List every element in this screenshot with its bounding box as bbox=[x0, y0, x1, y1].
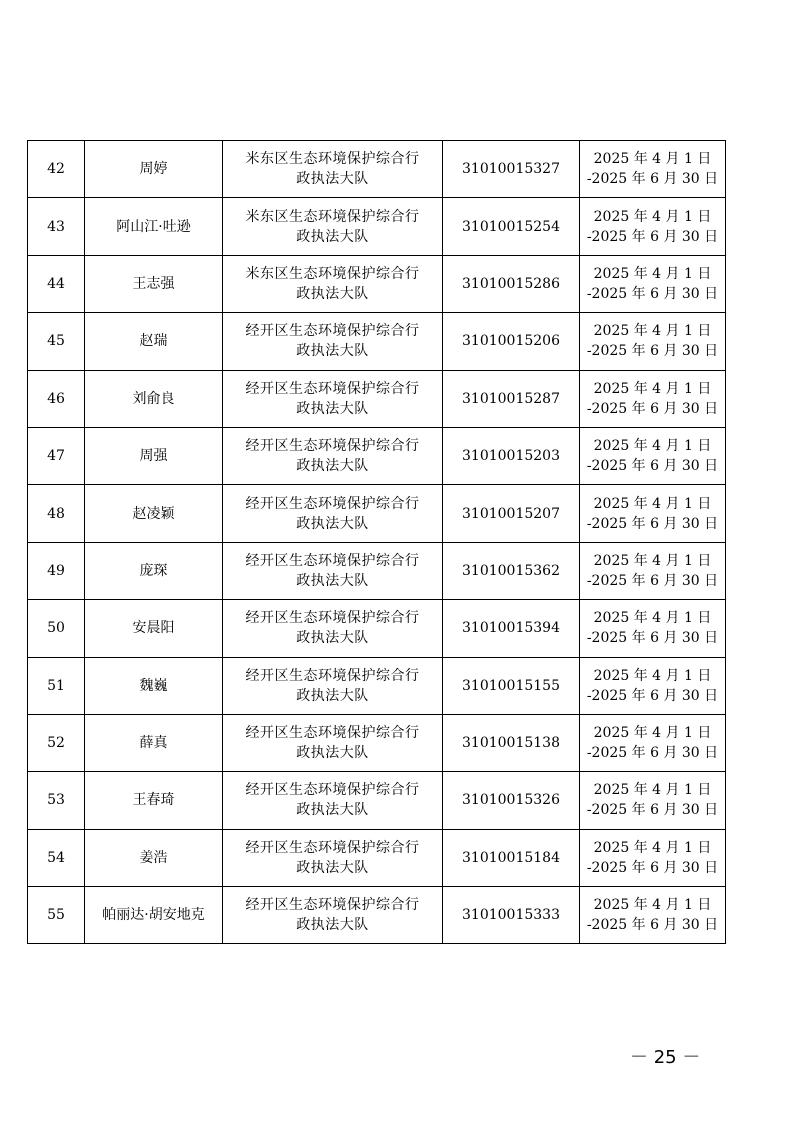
unit-name-line-2: 政执法大队 bbox=[296, 228, 369, 245]
unit-name-line-1: 经开区生态环境保护综合行 bbox=[245, 610, 420, 627]
validity-period bbox=[580, 141, 726, 198]
validity-period bbox=[580, 427, 726, 484]
certificate-number: 31010015327 bbox=[443, 141, 580, 198]
validity-start: 2025 年 4 月 1 日 bbox=[593, 208, 712, 225]
validity-start: 2025 年 4 月 1 日 bbox=[593, 265, 712, 282]
table-row bbox=[28, 427, 726, 484]
person-name: 帕丽达·胡安地克 bbox=[85, 887, 223, 944]
validity-period bbox=[580, 370, 726, 427]
validity-period bbox=[580, 485, 726, 542]
unit-name-line-1: 经开区生态环境保护综合行 bbox=[245, 782, 420, 799]
person-name: 赵瑞 bbox=[85, 313, 223, 370]
table-row bbox=[28, 313, 726, 370]
certificate-number: 31010015286 bbox=[443, 255, 580, 312]
unit-name-line-2: 政执法大队 bbox=[296, 687, 369, 704]
person-name: 周婷 bbox=[85, 141, 223, 198]
certificate-number: 31010015184 bbox=[443, 829, 580, 886]
table-row bbox=[28, 255, 726, 312]
validity-start: 2025 年 4 月 1 日 bbox=[593, 438, 712, 455]
row-number: 44 bbox=[28, 255, 85, 312]
validity-start: 2025 年 4 月 1 日 bbox=[593, 323, 712, 340]
certificate-number: 31010015155 bbox=[443, 657, 580, 714]
unit-name-line-2: 政执法大队 bbox=[296, 917, 369, 934]
person-name: 周强 bbox=[85, 427, 223, 484]
personnel-table-body bbox=[28, 141, 726, 944]
table-row bbox=[28, 370, 726, 427]
unit-cell bbox=[223, 427, 443, 484]
unit-name-line-2: 政执法大队 bbox=[296, 285, 369, 302]
validity-end: -2025 年 6 月 30 日 bbox=[586, 171, 719, 188]
table-row bbox=[28, 198, 726, 255]
unit-name-line-2: 政执法大队 bbox=[296, 802, 369, 819]
validity-start: 2025 年 4 月 1 日 bbox=[593, 151, 712, 168]
unit-name-line-1: 经开区生态环境保护综合行 bbox=[245, 725, 420, 742]
table-row bbox=[28, 772, 726, 829]
validity-period bbox=[580, 887, 726, 944]
unit-name-line-1: 经开区生态环境保护综合行 bbox=[245, 380, 420, 397]
validity-period bbox=[580, 198, 726, 255]
unit-name-line-2: 政执法大队 bbox=[296, 859, 369, 876]
certificate-number: 31010015326 bbox=[443, 772, 580, 829]
validity-end: -2025 年 6 月 30 日 bbox=[586, 572, 719, 589]
table-row bbox=[28, 485, 726, 542]
validity-end: -2025 年 6 月 30 日 bbox=[586, 745, 719, 762]
person-name: 刘俞良 bbox=[85, 370, 223, 427]
row-number: 49 bbox=[28, 542, 85, 599]
validity-end: -2025 年 6 月 30 日 bbox=[586, 400, 719, 417]
unit-cell bbox=[223, 714, 443, 771]
certificate-number: 31010015207 bbox=[443, 485, 580, 542]
certificate-number: 31010015254 bbox=[443, 198, 580, 255]
row-number: 43 bbox=[28, 198, 85, 255]
row-number: 46 bbox=[28, 370, 85, 427]
table-row bbox=[28, 829, 726, 886]
validity-period bbox=[580, 255, 726, 312]
validity-start: 2025 年 4 月 1 日 bbox=[593, 839, 712, 856]
table-row bbox=[28, 657, 726, 714]
validity-start: 2025 年 4 月 1 日 bbox=[593, 495, 712, 512]
unit-name-line-1: 经开区生态环境保护综合行 bbox=[245, 438, 420, 455]
validity-period bbox=[580, 542, 726, 599]
page-number: － 25 － bbox=[630, 1047, 701, 1068]
person-name: 阿山江·吐逊 bbox=[85, 198, 223, 255]
person-name: 姜浩 bbox=[85, 829, 223, 886]
unit-name-line-2: 政执法大队 bbox=[296, 400, 369, 417]
unit-cell bbox=[223, 141, 443, 198]
unit-name-line-2: 政执法大队 bbox=[296, 630, 369, 647]
unit-cell bbox=[223, 657, 443, 714]
row-number: 48 bbox=[28, 485, 85, 542]
validity-end: -2025 年 6 月 30 日 bbox=[586, 630, 719, 647]
validity-end: -2025 年 6 月 30 日 bbox=[586, 687, 719, 704]
validity-end: -2025 年 6 月 30 日 bbox=[586, 343, 719, 360]
unit-name-line-1: 经开区生态环境保护综合行 bbox=[245, 667, 420, 684]
unit-cell bbox=[223, 829, 443, 886]
row-number: 45 bbox=[28, 313, 85, 370]
table-row bbox=[28, 542, 726, 599]
validity-end: -2025 年 6 月 30 日 bbox=[586, 917, 719, 934]
unit-name-line-1: 经开区生态环境保护综合行 bbox=[245, 897, 420, 914]
validity-start: 2025 年 4 月 1 日 bbox=[593, 897, 712, 914]
validity-start: 2025 年 4 月 1 日 bbox=[593, 610, 712, 627]
unit-name-line-1: 经开区生态环境保护综合行 bbox=[245, 552, 420, 569]
unit-name-line-2: 政执法大队 bbox=[296, 458, 369, 475]
validity-end: -2025 年 6 月 30 日 bbox=[586, 285, 719, 302]
certificate-number: 31010015287 bbox=[443, 370, 580, 427]
person-name: 薛真 bbox=[85, 714, 223, 771]
validity-start: 2025 年 4 月 1 日 bbox=[593, 782, 712, 799]
personnel-table bbox=[27, 140, 726, 944]
validity-period bbox=[580, 829, 726, 886]
row-number: 47 bbox=[28, 427, 85, 484]
row-number: 55 bbox=[28, 887, 85, 944]
certificate-number: 31010015362 bbox=[443, 542, 580, 599]
unit-cell bbox=[223, 772, 443, 829]
validity-end: -2025 年 6 月 30 日 bbox=[586, 859, 719, 876]
unit-name-line-2: 政执法大队 bbox=[296, 745, 369, 762]
unit-cell bbox=[223, 255, 443, 312]
validity-start: 2025 年 4 月 1 日 bbox=[593, 380, 712, 397]
unit-cell bbox=[223, 370, 443, 427]
table-row bbox=[28, 887, 726, 944]
person-name: 安晨阳 bbox=[85, 600, 223, 657]
unit-name-line-2: 政执法大队 bbox=[296, 171, 369, 188]
unit-name-line-2: 政执法大队 bbox=[296, 515, 369, 532]
validity-period bbox=[580, 772, 726, 829]
person-name: 庞琛 bbox=[85, 542, 223, 599]
person-name: 魏巍 bbox=[85, 657, 223, 714]
table-row bbox=[28, 141, 726, 198]
unit-name-line-2: 政执法大队 bbox=[296, 572, 369, 589]
certificate-number: 31010015138 bbox=[443, 714, 580, 771]
validity-start: 2025 年 4 月 1 日 bbox=[593, 725, 712, 742]
unit-name-line-1: 经开区生态环境保护综合行 bbox=[245, 323, 420, 340]
unit-name-line-1: 米东区生态环境保护综合行 bbox=[245, 208, 420, 225]
validity-start: 2025 年 4 月 1 日 bbox=[593, 667, 712, 684]
validity-end: -2025 年 6 月 30 日 bbox=[586, 515, 719, 532]
certificate-number: 31010015394 bbox=[443, 600, 580, 657]
unit-cell bbox=[223, 485, 443, 542]
certificate-number: 31010015203 bbox=[443, 427, 580, 484]
validity-end: -2025 年 6 月 30 日 bbox=[586, 458, 719, 475]
unit-name-line-2: 政执法大队 bbox=[296, 343, 369, 360]
unit-cell bbox=[223, 198, 443, 255]
row-number: 42 bbox=[28, 141, 85, 198]
row-number: 53 bbox=[28, 772, 85, 829]
table-row bbox=[28, 714, 726, 771]
certificate-number: 31010015333 bbox=[443, 887, 580, 944]
unit-name-line-1: 经开区生态环境保护综合行 bbox=[245, 839, 420, 856]
validity-period bbox=[580, 313, 726, 370]
validity-end: -2025 年 6 月 30 日 bbox=[586, 228, 719, 245]
validity-period bbox=[580, 657, 726, 714]
validity-end: -2025 年 6 月 30 日 bbox=[586, 802, 719, 819]
unit-name-line-1: 经开区生态环境保护综合行 bbox=[245, 495, 420, 512]
table-row bbox=[28, 600, 726, 657]
certificate-number: 31010015206 bbox=[443, 313, 580, 370]
row-number: 54 bbox=[28, 829, 85, 886]
unit-cell bbox=[223, 600, 443, 657]
unit-cell bbox=[223, 887, 443, 944]
row-number: 51 bbox=[28, 657, 85, 714]
unit-cell bbox=[223, 313, 443, 370]
validity-period bbox=[580, 714, 726, 771]
row-number: 50 bbox=[28, 600, 85, 657]
row-number: 52 bbox=[28, 714, 85, 771]
unit-name-line-1: 米东区生态环境保护综合行 bbox=[245, 265, 420, 282]
unit-name-line-1: 米东区生态环境保护综合行 bbox=[245, 151, 420, 168]
validity-start: 2025 年 4 月 1 日 bbox=[593, 552, 712, 569]
person-name: 王志强 bbox=[85, 255, 223, 312]
person-name: 王春琦 bbox=[85, 772, 223, 829]
person-name: 赵凌颖 bbox=[85, 485, 223, 542]
unit-cell bbox=[223, 542, 443, 599]
validity-period bbox=[580, 600, 726, 657]
